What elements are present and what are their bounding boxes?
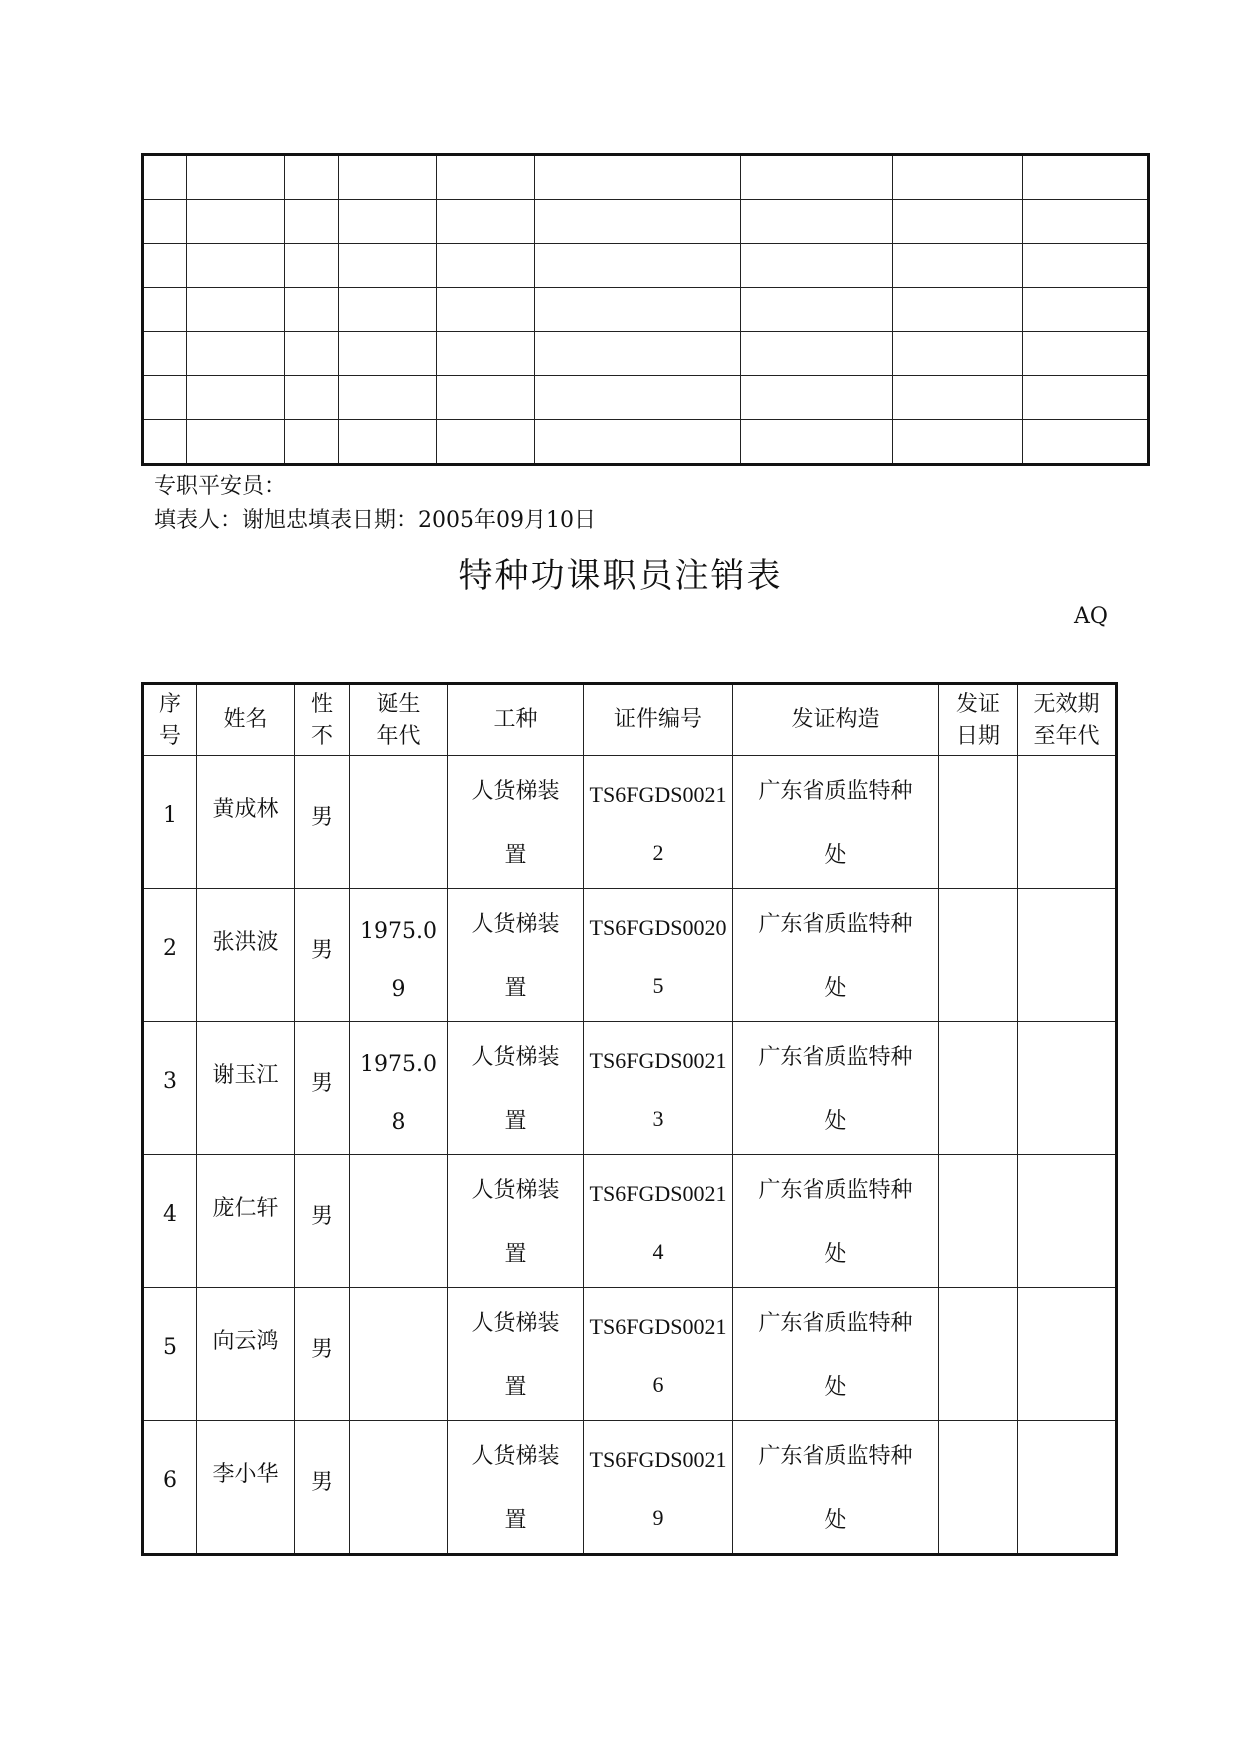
cell-line: 人货梯装 (471, 779, 560, 804)
cell-text (448, 1155, 583, 1287)
blank-cell (535, 155, 741, 200)
cert-cell (584, 756, 733, 889)
cell-text (448, 1022, 583, 1154)
blank-row (143, 244, 1149, 288)
cell-text (584, 1421, 732, 1547)
cert-cell (584, 1022, 733, 1155)
seq-cell (143, 1288, 197, 1421)
blank-cell (187, 376, 285, 420)
cell-line: 5 (652, 973, 664, 998)
cell-line: 处 (824, 1508, 847, 1533)
birth-cell (350, 1155, 448, 1288)
name-cell (197, 1155, 295, 1288)
cell-line: 人货梯装 (471, 912, 560, 937)
cell-text: 黄成林 (212, 797, 279, 822)
blank-cell (741, 288, 893, 332)
issue-date-cell (939, 756, 1018, 889)
blank-cell (339, 376, 437, 420)
cell-text (733, 756, 938, 888)
cell-line: 4 (652, 1239, 664, 1264)
cell-line: 置 (504, 1242, 527, 1267)
sex-cell (295, 1421, 350, 1555)
page-title: 特种功课职员注销表 (458, 556, 783, 596)
blank-cell (893, 420, 1023, 465)
name-cell (197, 1022, 295, 1155)
cell-text (350, 1288, 447, 1418)
cert-cell (584, 1288, 733, 1421)
cell-text (584, 1288, 732, 1414)
cell-line: 1975.0 (360, 919, 437, 944)
cell-text (448, 1288, 583, 1420)
valid-until-cell (1018, 889, 1117, 1022)
cell-text: 张洪波 (212, 930, 279, 955)
cell-line: 处 (824, 1242, 847, 1267)
trade-cell (448, 1421, 584, 1555)
safety-officer-label: 专职平安员： (154, 474, 287, 499)
blank-cell (1023, 288, 1149, 332)
cell-line: TS6FGDS0021 (589, 1447, 727, 1472)
blank-cell (437, 288, 535, 332)
cell-text (733, 1288, 938, 1420)
column-header (350, 684, 448, 756)
cell-line: 1975.0 (360, 1052, 437, 1077)
sex-cell (295, 756, 350, 889)
cell-line: TS6FGDS0021 (589, 1048, 727, 1073)
blank-cell (741, 420, 893, 465)
cell-text: 男 (310, 1204, 333, 1229)
column-header (448, 684, 584, 756)
cell-text: 李小华 (212, 1462, 279, 1487)
cell-text: 谢玉江 (212, 1063, 279, 1088)
blank-cell (187, 420, 285, 465)
cell-text: 1 (163, 803, 177, 828)
blank-cell (1023, 244, 1149, 288)
cell-text: 男 (310, 805, 333, 830)
blank-cell (1023, 155, 1149, 200)
cell-line: TS6FGDS0021 (589, 782, 727, 807)
blank-row (143, 200, 1149, 244)
valid-until-cell (1018, 756, 1117, 889)
name-cell (197, 1288, 295, 1421)
cell-line: 置 (504, 1508, 527, 1533)
blank-cell (143, 420, 187, 465)
cell-text (733, 889, 938, 1021)
header-text: 不 (310, 724, 333, 749)
cell-line: 处 (824, 1375, 847, 1400)
cell-line: 2 (652, 840, 664, 865)
cell-text (350, 756, 447, 886)
column-header (939, 684, 1018, 756)
org-cell (733, 1022, 939, 1155)
blank-cell (285, 332, 339, 376)
cell-line: 3 (652, 1106, 664, 1131)
cell-text: 男 (310, 1071, 333, 1096)
cell-text: 向云鸿 (212, 1329, 279, 1354)
table-row (143, 1288, 1117, 1421)
sex-cell (295, 889, 350, 1022)
cell-line: 处 (824, 976, 847, 1001)
cell-text (350, 1421, 447, 1551)
blank-cell (285, 288, 339, 332)
birth-cell (350, 889, 448, 1022)
header-text: 姓名 (223, 707, 268, 732)
blank-cell (339, 420, 437, 465)
header-text: 无效期 (1033, 692, 1100, 717)
cell-text: 男 (310, 1470, 333, 1495)
cell-line: 人货梯装 (471, 1311, 560, 1336)
header-text: 日期 (955, 724, 1000, 749)
cell-text (584, 1155, 732, 1281)
cell-line: TS6FGDS0021 (589, 1181, 727, 1206)
blank-row (143, 420, 1149, 465)
doc-code: AQ (1074, 604, 1108, 629)
org-cell (733, 1421, 939, 1555)
cell-line: 处 (824, 843, 847, 868)
blank-cell (187, 200, 285, 244)
cell-line (350, 1227, 447, 1285)
blank-cell (741, 155, 893, 200)
blank-cell (285, 155, 339, 200)
blank-cell (437, 200, 535, 244)
cell-line: 置 (504, 976, 527, 1001)
blank-row (143, 288, 1149, 332)
column-header (197, 684, 295, 756)
cell-text (733, 1155, 938, 1287)
blank-row (143, 376, 1149, 420)
blank-cell (535, 244, 741, 288)
table-row (143, 1022, 1117, 1155)
cell-line: 广东省质监特种 (758, 1178, 913, 1203)
blank-cell (893, 244, 1023, 288)
seq-cell (143, 1022, 197, 1155)
cell-line (350, 1169, 447, 1227)
cell-line: 广东省质监特种 (758, 779, 913, 804)
cell-text: 5 (163, 1335, 177, 1360)
blank-cell (143, 155, 187, 200)
issue-date-cell (939, 1022, 1018, 1155)
cell-line: 9 (652, 1505, 664, 1530)
trade-cell (448, 1155, 584, 1288)
blank-cell (1023, 420, 1149, 465)
blank-row (143, 332, 1149, 376)
seq-cell (143, 889, 197, 1022)
valid-until-cell (1018, 1155, 1117, 1288)
cert-cell (584, 889, 733, 1022)
blank-cell (1023, 376, 1149, 420)
cell-text (350, 1155, 447, 1285)
blank-cell (893, 332, 1023, 376)
issue-date-cell (939, 1288, 1018, 1421)
blank-cell (437, 332, 535, 376)
blank-cell (143, 376, 187, 420)
column-header (1018, 684, 1117, 756)
seq-cell (143, 756, 197, 889)
cert-cell (584, 1421, 733, 1555)
cell-text (350, 1022, 447, 1152)
column-header (295, 684, 350, 756)
header-text: 工种 (493, 707, 538, 732)
cell-line: 广东省质监特种 (758, 912, 913, 937)
blank-cell (437, 244, 535, 288)
cell-text: 2 (163, 936, 177, 961)
blank-cell (437, 155, 535, 200)
blank-cell (741, 376, 893, 420)
trade-cell (448, 1288, 584, 1421)
cell-line (350, 828, 447, 886)
valid-until-cell (1018, 1288, 1117, 1421)
blank-row (143, 155, 1149, 200)
issue-date-cell (939, 1155, 1018, 1288)
blank-cell (187, 332, 285, 376)
cell-line: 人货梯装 (471, 1444, 560, 1469)
blank-cell (143, 288, 187, 332)
filler-info: 填表人：谢旭忠填表日期：2005年09月10日 (154, 508, 596, 533)
blank-cell (535, 376, 741, 420)
name-cell (197, 1421, 295, 1555)
cell-line: 人货梯装 (471, 1045, 560, 1070)
cell-text (733, 1022, 938, 1154)
issue-date-cell (939, 889, 1018, 1022)
birth-cell (350, 756, 448, 889)
cell-text (448, 889, 583, 1021)
header-text: 号 (158, 724, 181, 749)
trade-cell (448, 889, 584, 1022)
cell-line: 9 (391, 977, 406, 1002)
header-text: 发证构造 (791, 707, 880, 732)
cell-line: 广东省质监特种 (758, 1045, 913, 1070)
cell-line: 置 (504, 843, 527, 868)
table-row (143, 1155, 1117, 1288)
blank-cell (339, 288, 437, 332)
name-cell (197, 756, 295, 889)
header-text: 性 (310, 692, 333, 717)
org-cell (733, 756, 939, 889)
blank-cell (535, 332, 741, 376)
cell-line: 8 (391, 1110, 406, 1135)
cell-text (448, 756, 583, 888)
blank-cell (187, 244, 285, 288)
blank-table (141, 153, 1150, 466)
cell-line: 人货梯装 (471, 1178, 560, 1203)
blank-cell (285, 244, 339, 288)
blank-cell (437, 376, 535, 420)
header-row (143, 684, 1117, 756)
cell-line (350, 1302, 447, 1360)
header-text: 诞生 (376, 692, 421, 717)
blank-cell (143, 200, 187, 244)
blank-cell (893, 200, 1023, 244)
cell-text: 3 (163, 1069, 177, 1094)
org-cell (733, 1288, 939, 1421)
cell-text (350, 889, 447, 1019)
column-header (733, 684, 939, 756)
cell-line (350, 1435, 447, 1493)
valid-until-cell (1018, 1022, 1117, 1155)
seq-cell (143, 1421, 197, 1555)
blank-cell (143, 332, 187, 376)
cancellation-table (141, 682, 1118, 1556)
blank-cell (893, 288, 1023, 332)
cell-line: 广东省质监特种 (758, 1311, 913, 1336)
birth-cell (350, 1288, 448, 1421)
cell-text (448, 1421, 583, 1553)
cell-line: 广东省质监特种 (758, 1444, 913, 1469)
name-cell (197, 889, 295, 1022)
blank-cell (1023, 200, 1149, 244)
blank-cell (187, 288, 285, 332)
org-cell (733, 889, 939, 1022)
blank-cell (339, 332, 437, 376)
cell-line: 置 (504, 1109, 527, 1134)
blank-cell (741, 244, 893, 288)
blank-cell (535, 420, 741, 465)
header-text: 至年代 (1033, 724, 1100, 749)
blank-cell (741, 332, 893, 376)
cell-text (733, 1421, 938, 1553)
blank-cell (339, 155, 437, 200)
notes (154, 470, 596, 538)
column-header (584, 684, 733, 756)
trade-cell (448, 1022, 584, 1155)
cell-text: 男 (310, 1337, 333, 1362)
blank-cell (143, 244, 187, 288)
table-row (143, 1421, 1117, 1555)
blank-cell (437, 420, 535, 465)
cell-line: 6 (652, 1372, 664, 1397)
blank-cell (535, 200, 741, 244)
issue-date-cell (939, 1421, 1018, 1555)
birth-cell (350, 1421, 448, 1555)
header-text: 序 (158, 692, 181, 717)
blank-cell (285, 200, 339, 244)
blank-cell (893, 376, 1023, 420)
cell-line (350, 1493, 447, 1551)
header-text: 年代 (376, 724, 421, 749)
sex-cell (295, 1022, 350, 1155)
column-header (143, 684, 197, 756)
table-row (143, 889, 1117, 1022)
table-row (143, 756, 1117, 889)
cell-text: 4 (163, 1202, 177, 1227)
blank-cell (339, 200, 437, 244)
cell-text (584, 756, 732, 882)
blank-cell (285, 376, 339, 420)
birth-cell (350, 1022, 448, 1155)
header-text: 证件编号 (613, 707, 702, 732)
sex-cell (295, 1155, 350, 1288)
cell-line (350, 770, 447, 828)
cell-line (350, 1360, 447, 1418)
seq-cell (143, 1155, 197, 1288)
cell-line: TS6FGDS0021 (589, 1314, 727, 1339)
blank-cell (1023, 332, 1149, 376)
blank-cell (285, 420, 339, 465)
cell-text (584, 1022, 732, 1148)
sex-cell (295, 1288, 350, 1421)
cell-text: 6 (163, 1468, 177, 1493)
cell-text: 庞仁轩 (212, 1196, 279, 1221)
blank-cell (187, 155, 285, 200)
blank-cell (535, 288, 741, 332)
blank-cell (339, 244, 437, 288)
blank-cell (741, 200, 893, 244)
cell-text (584, 889, 732, 1015)
cell-line: TS6FGDS0020 (589, 915, 727, 940)
blank-cell (893, 155, 1023, 200)
org-cell (733, 1155, 939, 1288)
cell-line: 置 (504, 1375, 527, 1400)
cert-cell (584, 1155, 733, 1288)
cell-line: 处 (824, 1109, 847, 1134)
header-text: 发证 (955, 692, 1000, 717)
trade-cell (448, 756, 584, 889)
cell-text: 男 (310, 938, 333, 963)
valid-until-cell (1018, 1421, 1117, 1555)
